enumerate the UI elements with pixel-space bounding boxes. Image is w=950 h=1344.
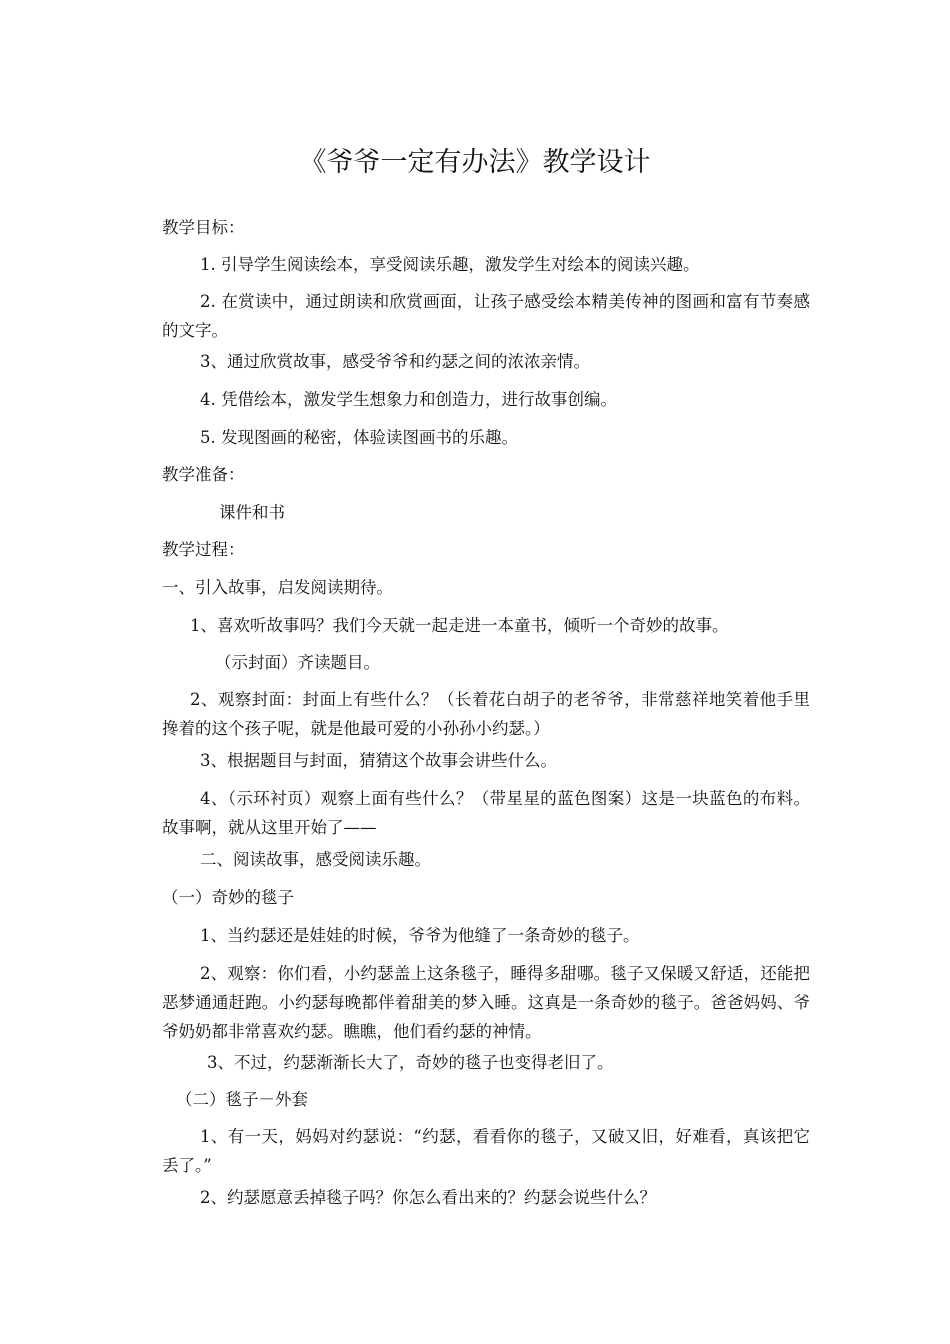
subsection-2-heading: （二）毯子－外套 [176,1090,308,1109]
document-title: 《爷爷一定有办法》教学设计 [299,147,651,178]
subsection-1-heading: （一）奇妙的毯子 [162,888,294,907]
section-1-heading: 一、引入故事，启发阅读期待。 [162,578,393,597]
heading-preparation: 教学准备： [162,465,245,484]
process-step-2: 2、观察封面：封面上有些什么？（长着花白胡子的老爷爷，非常慈祥地笑着他手里搀着的这个孩子呢，就是他最可爱的小孙孙小约瑟。） [162,690,810,738]
subsection-1-step-3: 3、不过，约瑟渐渐长大了，奇妙的毯子也变得老旧了。 [207,1053,614,1072]
process-step-3: 3、根据题目与封面，猜猜这个故事会讲些什么。 [200,751,557,770]
objective-1: 1. 引导学生阅读绘本，享受阅读乐趣，激发学生对绘本的阅读兴趣。 [200,255,700,274]
process-step-4: 4、（示环衬页）观察上面有些什么？（带星星的蓝色图案）这是一块蓝色的布料。故事啊，就从这里开始了—— [162,789,810,837]
subsection-1-step-1: 1、当约瑟还是娃娃的时候，爷爷为他缝了一条奇妙的毯子。 [200,926,640,945]
process-step-1-note: （示封面）齐读题目。 [215,653,380,672]
heading-process: 教学过程： [162,540,245,559]
section-2-heading: 二、阅读故事，感受阅读乐趣。 [200,850,431,869]
process-step-1: 1、喜欢听故事吗？我们今天就一起走进一本童书，倾听一个奇妙的故事。 [190,616,729,635]
subsection-2-step-2: 2、约瑟愿意丢掉毯子吗？你怎么看出来的？约瑟会说些什么？ [200,1188,656,1207]
objective-3: 3、通过欣赏故事，感受爷爷和约瑟之间的浓浓亲情。 [200,352,590,371]
objective-5: 5. 发现图画的秘密，体验读图画书的乐趣。 [200,428,518,447]
heading-objectives: 教学目标： [162,218,245,237]
objective-4: 4. 凭借绘本，激发学生想象力和创造力，进行故事创编。 [200,390,617,409]
preparation-text: 课件和书 [219,503,285,522]
objective-2: 2. 在赏读中，通过朗读和欣赏画面，让孩子感受绘本精美传神的图画和富有节奏感的文字。 [162,292,810,340]
subsection-1-step-2: 2、观察：你们看，小约瑟盖上这条毯子，睡得多甜哪。毯子又保暖又舒适，还能把恶梦通通赶跑。小约瑟每晚都伴着甜美的梦入睡。这真是一条奇妙的毯子。爸爸妈妈、爷爷奶奶都非常喜欢约瑟。瞧瞧，他们看约瑟的神情。 [162,964,810,1041]
subsection-2-step-1: 1、有一天，妈妈对约瑟说：“约瑟，看看你的毯子，又破又旧，好难看，真该把它丢了。” [162,1127,810,1175]
